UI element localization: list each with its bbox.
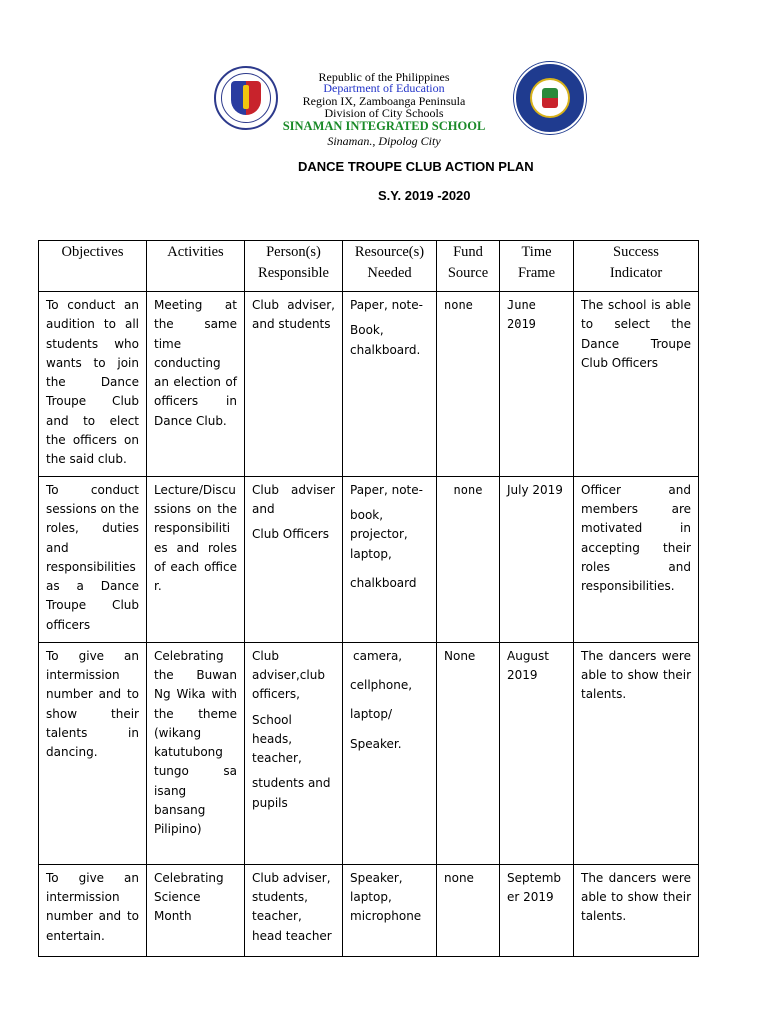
- fund-cell: None: [437, 642, 500, 864]
- success-cell: The dancers were able to show their talents.: [574, 864, 699, 956]
- success-cell: The dancers were able to show their talents.: [574, 642, 699, 864]
- col-success-indicator: Success Indicator: [574, 241, 699, 292]
- department-text: Department of Education: [323, 81, 445, 95]
- table-row: [39, 864, 699, 956]
- time-cell: September 2019: [500, 864, 574, 956]
- success-cell: The school is able to select the Dance Troupe Club Officers: [574, 292, 699, 477]
- col-resources-needed: Resource(s) Needed: [343, 241, 437, 292]
- table-row: [39, 292, 699, 477]
- region-text: Region IX, Zamboanga Peninsula: [302, 94, 466, 108]
- col-fund-source: Fund Source: [437, 241, 500, 292]
- objective-cell: To conduct sessions on the roles, duties and responsibilities as a Dance Troupe Club officers: [39, 476, 147, 642]
- objective-cell: To give an intermission number and to show their talents in dancing.: [39, 642, 147, 864]
- school-year: S.Y. 2019 -2020: [378, 188, 471, 203]
- republic-text: Republic of the Philippines: [318, 70, 450, 84]
- activity-cell: Lecture/Discussions on the responsibilities and roles of each officer.: [147, 476, 245, 642]
- fund-cell: none: [437, 292, 500, 477]
- persons-cell: Club adviser, students, teacher, head teacher: [245, 864, 343, 956]
- objective-cell: To conduct an audition to all students who wants to join the Dance Troupe Club and to elect the officers on the said club.: [39, 292, 147, 477]
- resources-cell: Speaker, laptop, microphone: [343, 864, 437, 956]
- time-cell: June 2019: [500, 292, 574, 477]
- persons-cell: Club adviser,club officers, School heads, teacher, students and pupils: [245, 642, 343, 864]
- document-title: DANCE TROUPE CLUB ACTION PLAN: [298, 159, 534, 174]
- persons-cell: Club adviser and Club Officers: [245, 476, 343, 642]
- school-address: Sinaman., Dipolog City: [327, 134, 441, 148]
- time-cell: August 2019: [500, 642, 574, 864]
- activity-cell: Meeting at the same time conducting an election of officers in Dance Club.: [147, 292, 245, 477]
- table-row: [39, 476, 699, 642]
- persons-cell: Club adviser, and students: [245, 292, 343, 477]
- division-text: Division of City Schools: [324, 106, 444, 120]
- action-plan-table: [38, 240, 699, 957]
- time-cell: July 2019: [500, 476, 574, 642]
- resources-cell: camera, cellphone, laptop/ Speaker.: [343, 642, 437, 864]
- activity-cell: Celebrating Science Month: [147, 864, 245, 956]
- col-persons-responsible: Person(s) Responsible: [245, 241, 343, 292]
- resources-cell: Paper, note- Book, chalkboard.: [343, 292, 437, 477]
- success-cell: Officer and members are motivated in accepting their roles and responsibilities.: [574, 476, 699, 642]
- resources-cell: Paper, note- book, projector, laptop, chalkboard: [343, 476, 437, 642]
- col-activities: Activities: [147, 241, 245, 292]
- table-header-row: [39, 241, 699, 292]
- objective-cell: To give an intermission number and to entertain.: [39, 864, 147, 956]
- table-row: [39, 642, 699, 864]
- col-objectives: Objectives: [39, 241, 147, 292]
- school-name: SINAMAN INTEGRATED SCHOOL: [282, 119, 486, 133]
- fund-cell: none: [437, 476, 500, 642]
- col-time-frame: Time Frame: [500, 241, 574, 292]
- activity-cell: Celebrating the Buwan Ng Wika with the theme (wikang katutubong tungo sa isang bansang Pilipino): [147, 642, 245, 864]
- fund-cell: none: [437, 864, 500, 956]
